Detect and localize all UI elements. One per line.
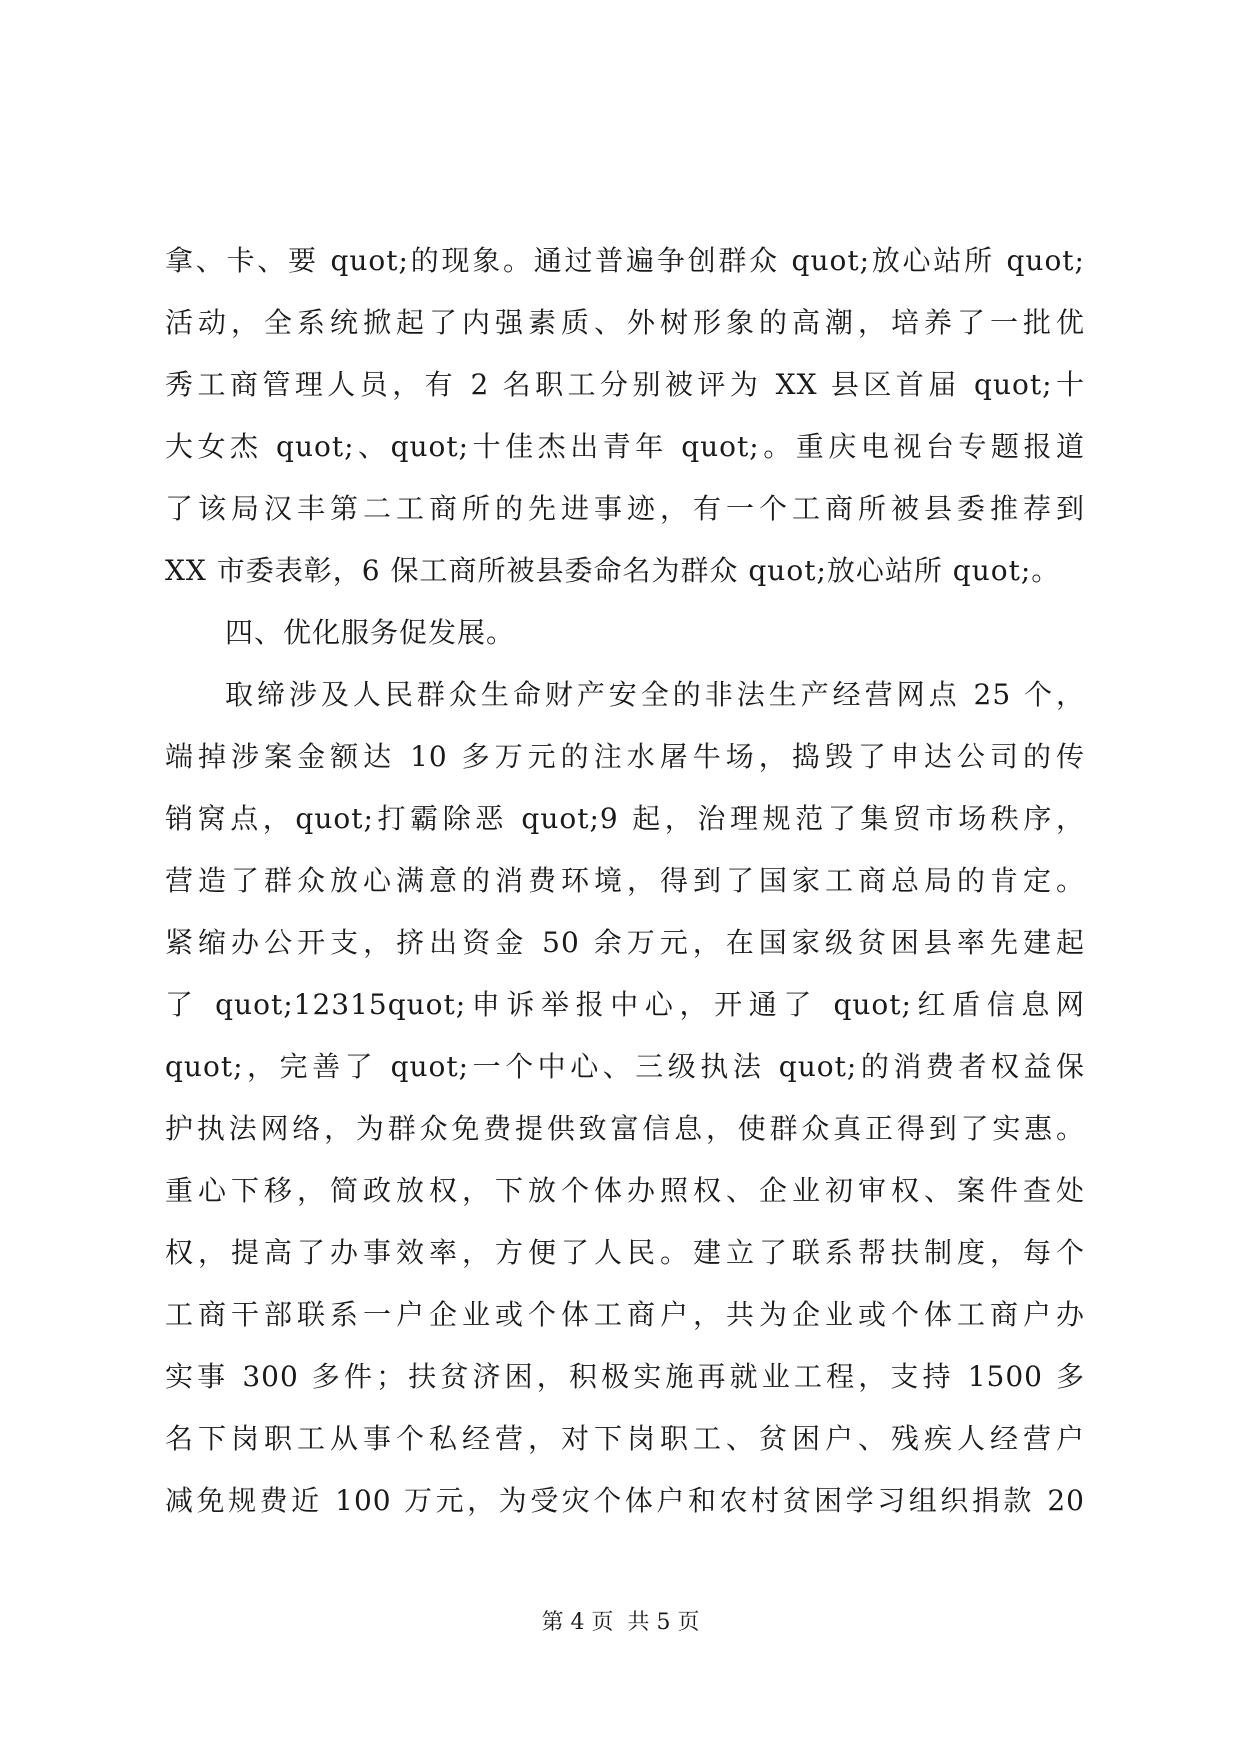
text-line: 实事 300 多件；扶贫济困，积极实施再就业工程，支持 1500 多 xyxy=(165,1360,1085,1393)
text-line: 秀工商管理人员，有 2 名职工分别被评为 XX 县区首届 quot;十 xyxy=(165,368,1085,401)
text-line: 营造了群众放心满意的消费环境，得到了国家工商总局的肯定。 xyxy=(165,864,1085,897)
text-line: 名下岗职工从事个私经营，对下岗职工、贫困户、残疾人经营户 xyxy=(165,1422,1085,1455)
text-line: 减免规费近 100 万元，为受灾个体户和农村贫困学习组织捐款 20 xyxy=(165,1484,1085,1517)
text-line: 紧缩办公开支，挤出资金 50 余万元，在国家级贫困县率先建起 xyxy=(165,926,1085,959)
text-line: 拿、卡、要 quot;的现象。通过普遍争创群众 quot;放心站所 quot; xyxy=(165,244,1085,277)
text-line: quot;，完善了 quot;一个中心、三级执法 quot;的消费者权益保 xyxy=(165,1050,1085,1083)
text-line: 工商干部联系一户企业或个体工商户，共为企业或个体工商户办 xyxy=(165,1298,1085,1331)
text-line: 重心下移，简政放权，下放个体办照权、企业初审权、案件查处 xyxy=(165,1174,1085,1207)
text-line: 护执法网络，为群众免费提供致富信息，使群众真正得到了实惠。 xyxy=(165,1112,1085,1145)
page-number-label: 第 4 页 共 5 页 xyxy=(541,1610,700,1635)
text-line: 权，提高了办事效率，方便了人民。建立了联系帮扶制度，每个 xyxy=(165,1236,1085,1269)
text-line: XX 市委表彰，6 保工商所被县委命名为群众 quot;放心站所 quot;。 xyxy=(165,554,1061,587)
text-line: 大女杰 quot;、quot;十佳杰出青年 quot;。重庆电视台专题报道 xyxy=(165,430,1085,463)
text-line: 了 quot;12315quot;申诉举报中心，开通了 quot;红盾信息网 xyxy=(165,988,1085,1021)
text-line: 销窝点，quot;打霸除恶 quot;9 起，治理规范了集贸市场秩序， xyxy=(165,802,1085,835)
section-heading: 四、优化服务促发展。 xyxy=(225,616,516,649)
page-footer xyxy=(0,1608,1241,1638)
text-line: 取缔涉及人民群众生命财产安全的非法生产经营网点 25 个， xyxy=(225,678,1085,711)
text-line: 了该局汉丰第二工商所的先进事迹，有一个工商所被县委推荐到 xyxy=(165,492,1085,525)
text-line: 活动，全系统掀起了内强素质、外树形象的高潮，培养了一批优 xyxy=(165,306,1085,339)
text-line: 端掉涉案金额达 10 多万元的注水屠牛场，捣毁了申达公司的传 xyxy=(165,740,1085,773)
body-text xyxy=(165,230,1085,1532)
